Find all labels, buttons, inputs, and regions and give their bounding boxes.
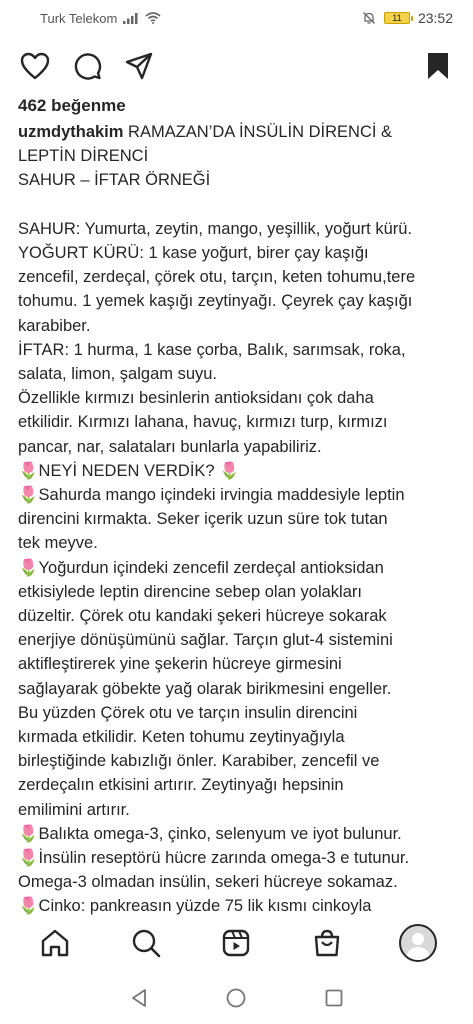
caption-line: tohumu. 1 yemek kaşığı zeytinyağı. Çeyrek çay kaşığı	[18, 292, 413, 311]
caption-line: SAHUR – İFTAR ÖRNEĞİ	[18, 171, 211, 190]
search-icon[interactable]	[124, 921, 168, 965]
caption-line: direncini kırmakta. Seker içerik uzun süre tok tutan	[18, 510, 388, 529]
like-count[interactable]: 462 beğenme	[18, 96, 126, 115]
status-left	[40, 11, 161, 26]
caption-line: zencefil, zerdeçal, çörek otu, tarçın, keten tohumu,tere	[18, 268, 416, 287]
battery-icon	[384, 12, 410, 24]
caption-line: Bu yüzden Çörek otu ve tarçın insulin direncini	[18, 703, 358, 722]
caption-line	[18, 193, 458, 217]
carrier-name: Turk Telekom	[40, 10, 118, 26]
caption-line: İFTAR: 1 hurma, 1 kase çorba, Balık, sarımsak, roka,	[18, 340, 406, 359]
username[interactable]: uzmdythakim	[18, 123, 124, 141]
caption-line: enerjiye dönüşümünü sağlar. Tarçın glut-4 sistemini	[18, 631, 393, 650]
caption-line: salata, limon, şalgam suyu.	[18, 365, 218, 384]
caption-line: aktifleştirerek yine şekerin hücreye girmesini	[18, 655, 342, 674]
recents-icon[interactable]	[323, 987, 345, 1009]
caption-line: zerdeçalın etkisini artırır. Zeytinyağı hepsinin	[18, 776, 344, 795]
caption-line: 🌷Cinko: pankreasın yüzde 75 lik kısmı cinkoyla	[18, 897, 372, 915]
home-icon[interactable]	[33, 921, 77, 965]
battery-level: 11	[392, 13, 402, 23]
share-icon[interactable]	[122, 49, 156, 83]
caption-line: sağlayarak göbekte yağ olarak birikmesini engeller.	[18, 679, 392, 698]
avatar	[399, 924, 437, 962]
wifi-icon	[145, 12, 161, 24]
caption-line: düzeltir. Çörek otu kandaki şekeri hücreye sokarak	[18, 607, 387, 626]
signal-icon	[123, 12, 139, 24]
caption-line: pancar, nar, salataları bunlarla yapabiliriz.	[18, 437, 322, 456]
caption-line: 🌷Sahurda mango içindeki irvingia maddesiyle leptin	[18, 486, 405, 505]
home-circle-icon[interactable]	[225, 987, 247, 1009]
caption-line: 🌷NEYİ NEDEN VERDİK? 🌷	[18, 461, 240, 480]
caption-line: YOĞURT KÜRÜ: 1 kase yoğurt, birer çay kaşığı	[18, 244, 369, 262]
caption-line: tek meyve.	[18, 534, 98, 553]
bookmark-icon[interactable]	[421, 49, 455, 83]
caption-line: emilimini artırır.	[18, 800, 130, 819]
status-right	[362, 10, 453, 26]
caption-line: 🌷Yoğurdun içindeki zencefil zerdeçal antioksidan	[18, 558, 384, 577]
caption-line: LEPTİN DİRENCİ	[18, 147, 149, 166]
caption-line: SAHUR: Yumurta, zeytin, mango, yeşillik, yoğurt kürü.	[18, 219, 413, 238]
caption-first-line	[18, 120, 458, 144]
caption-line: 🌷İnsülin reseptörü hücre zarında omega-3 e tutunur.	[18, 849, 410, 868]
caption-line: Omega-3 olmadan insülin, sekeri hücreye sokamaz.	[18, 873, 398, 892]
shop-icon[interactable]	[305, 921, 349, 965]
system-nav	[0, 972, 473, 1024]
post-caption	[18, 120, 458, 915]
mute-icon	[362, 11, 376, 25]
caption-line: kırmada etkilidir. Keten tohumu zeytinyağıyla	[18, 728, 345, 747]
back-icon[interactable]	[128, 987, 150, 1009]
profile-avatar[interactable]	[396, 921, 440, 965]
caption-title: RAMAZAN’DA İNSÜLİN DİRENCİ &	[123, 123, 393, 141]
caption-line: birleştiğinde kabızlığı önler. Karabiber, zencefil ve	[18, 752, 380, 771]
reels-icon[interactable]	[214, 921, 258, 965]
heart-icon[interactable]	[18, 49, 52, 83]
caption-line: Özellikle kırmızı besinlerin antioksidanı çok daha	[18, 389, 374, 408]
caption-line: 🌷Balıkta omega-3, çinko, selenyum ve iyot bulunur.	[18, 824, 402, 843]
status-bar	[0, 0, 473, 36]
caption-line: etkisiylede leptin direncine sebep olan yolakları	[18, 582, 362, 601]
caption-body	[18, 144, 458, 915]
comment-icon[interactable]	[70, 49, 104, 83]
bottom-nav	[0, 915, 473, 971]
caption-line: etkilidir. Kırmızı lahana, havuç, kırmızı turp, kırmızı	[18, 413, 388, 432]
post-action-row	[0, 46, 473, 86]
caption-line: karabiber.	[18, 316, 91, 335]
status-time: 23:52	[417, 10, 453, 26]
